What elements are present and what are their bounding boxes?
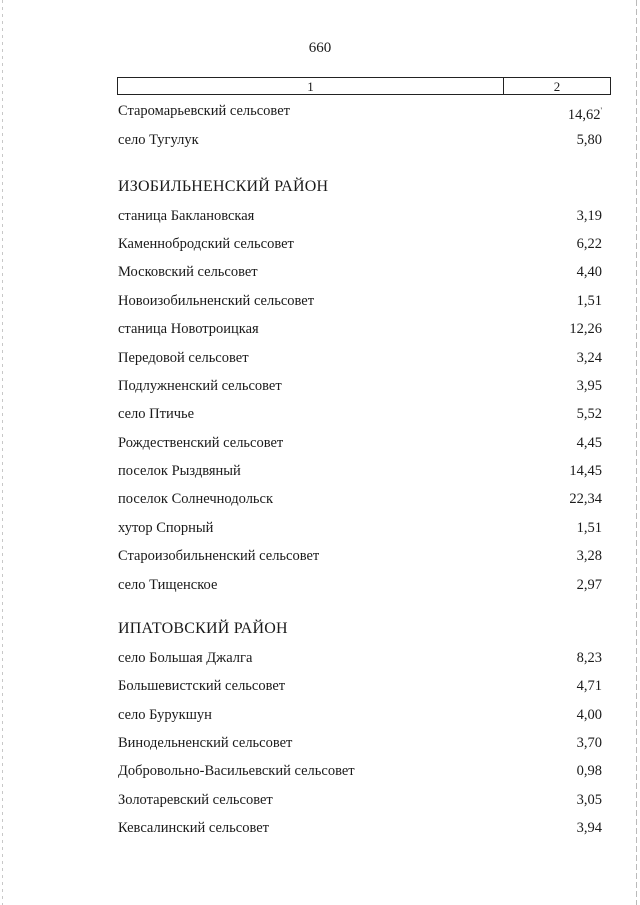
row-name: село Птичье [118, 406, 195, 422]
scan-mark: ' [600, 106, 602, 115]
table-row [118, 233, 602, 255]
table-row [118, 205, 602, 227]
row-value: 4,40 [576, 264, 602, 280]
scan-edge-left [2, 0, 3, 905]
row-name: Подлужненский сельсовет [118, 378, 282, 394]
row-value: 6,22 [576, 236, 602, 252]
table-row [118, 675, 602, 697]
table-row [118, 574, 602, 596]
row-value: 3,19 [576, 208, 602, 224]
row-name: поселок Рыздвяный [118, 463, 241, 479]
table-row [118, 318, 602, 340]
table-row [118, 488, 602, 510]
row-name: Рождественский сельсовет [118, 435, 284, 451]
row-name: село Большая Джалга [118, 650, 253, 666]
table-row [118, 460, 602, 482]
district-heading: ИПАТОВСКИЙ РАЙОН [118, 620, 288, 637]
row-name: село Бурукшун [118, 707, 212, 723]
table-row [118, 403, 602, 425]
row-value: 4,45 [576, 435, 602, 451]
table-row [118, 760, 602, 782]
row-value: 5,52 [576, 406, 602, 422]
row-name: Старомарьевский сельсовет [118, 103, 290, 119]
row-name: станица Новотроицкая [118, 321, 259, 337]
row-name: Кевсалинский сельсовет [118, 820, 269, 836]
row-value: 3,94 [576, 820, 602, 836]
row-value: 4,71 [576, 678, 602, 694]
scan-edge-right [636, 0, 637, 905]
table-row [118, 789, 602, 811]
row-name: Добровольно-Васильевский сельсовет [118, 763, 355, 779]
row-name: Новоизобильненский сельсовет [118, 293, 315, 309]
table-row [118, 817, 602, 839]
row-value: 12,26 [569, 321, 602, 337]
table-row [118, 732, 602, 754]
row-value: 3,05 [576, 792, 602, 808]
table-row [118, 545, 602, 567]
district-heading: ИЗОБИЛЬНЕНСКИЙ РАЙОН [118, 178, 329, 195]
row-name: Винодельненский сельсовет [118, 735, 293, 751]
row-value: 3,28 [576, 548, 602, 564]
row-value: 22,34 [569, 491, 602, 507]
table-row [118, 647, 602, 669]
row-value: 5,80 [576, 132, 602, 148]
row-value: 3,95 [576, 378, 602, 394]
table-row [118, 432, 602, 454]
row-name: Московский сельсовет [118, 264, 258, 280]
table-row [118, 129, 602, 151]
row-value: 4,00 [576, 707, 602, 723]
row-name: Большевистский сельсовет [118, 678, 286, 694]
column-header-row [117, 77, 611, 95]
table-row [118, 261, 602, 283]
row-name: Золотаревский сельсовет [118, 792, 273, 808]
row-name: село Тищенское [118, 577, 218, 593]
table-row [118, 704, 602, 726]
row-name: станица Баклановская [118, 208, 255, 224]
column-header-2: 2 [553, 79, 561, 94]
row-name: поселок Солнечнодольск [118, 491, 274, 507]
row-name: хутор Спорный [118, 520, 214, 536]
row-name: Староизобильненский сельсовет [118, 548, 320, 564]
table-row [118, 100, 602, 122]
table-row [118, 375, 602, 397]
table-row [118, 347, 602, 369]
row-value: 14,62' [567, 106, 602, 123]
row-name: Каменнобродский сельсовет [118, 236, 294, 252]
row-name: село Тугулук [118, 132, 199, 148]
row-value: 14,45 [569, 463, 602, 479]
page-number: 660 [308, 40, 332, 56]
row-value: 3,70 [576, 735, 602, 751]
table-row [118, 517, 602, 539]
row-value: 2,97 [576, 577, 602, 593]
row-value: 8,23 [576, 650, 602, 666]
row-name: Передовой сельсовет [118, 350, 249, 366]
row-value: 0,98 [576, 763, 602, 779]
row-value: 1,51 [576, 293, 602, 309]
row-value: 1,51 [576, 520, 602, 536]
row-value: 3,24 [576, 350, 602, 366]
column-header-1: 1 [118, 78, 504, 94]
table-row [118, 290, 602, 312]
